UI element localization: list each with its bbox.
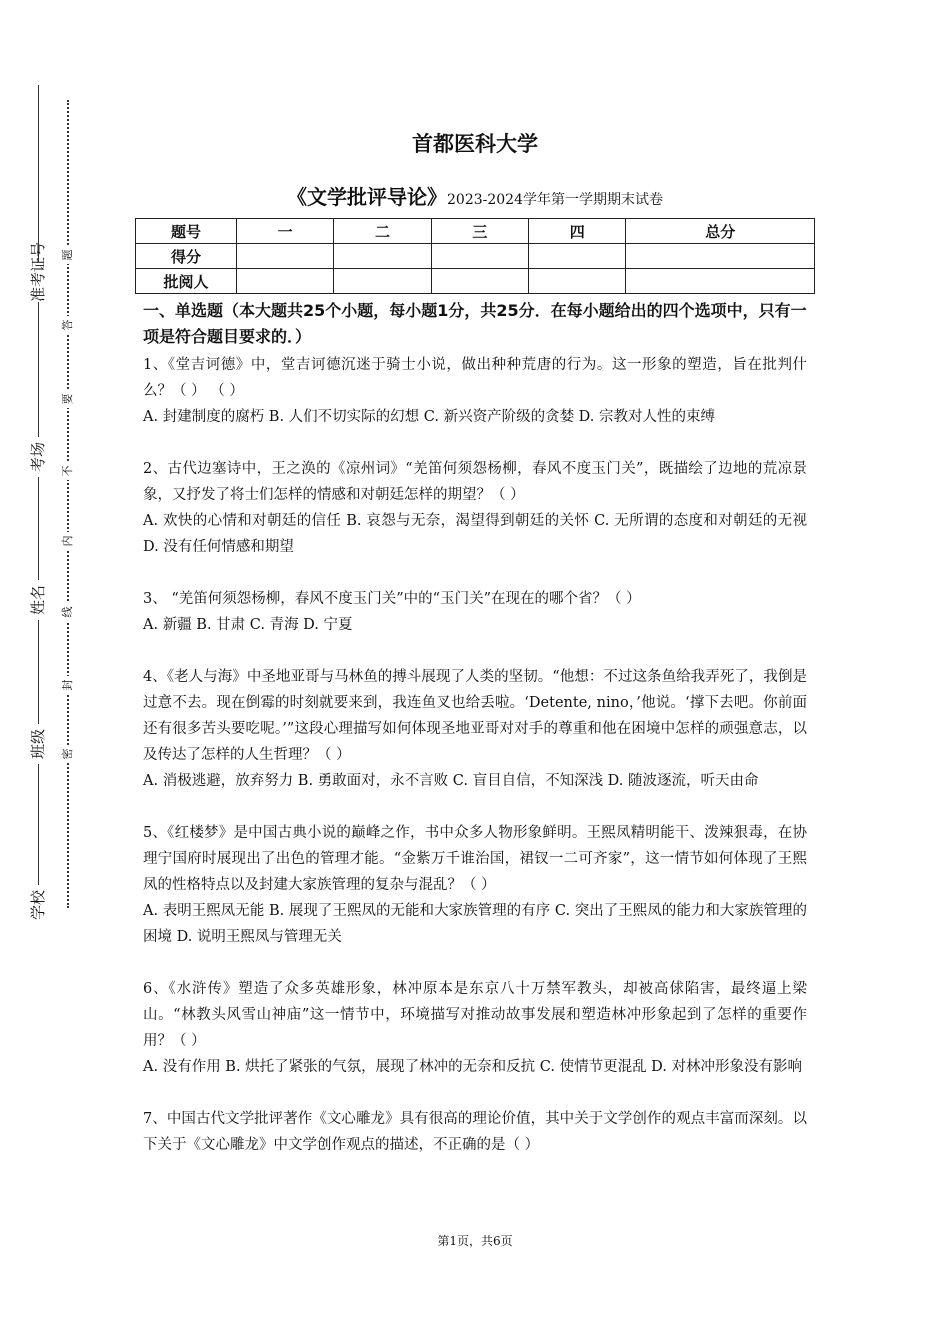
seal-char: 答 (59, 316, 77, 334)
score-table-row (136, 269, 815, 294)
section-heading: 一、单选题（本大题共25个小题，每小题1分，共25分．在每小题给出的四个选项中，只有一项是符合题目要求的．） (143, 301, 807, 346)
course-name: 《文学批评导论》 (287, 185, 447, 209)
seal-char: 内 (59, 532, 77, 550)
seal-char: 密 (59, 745, 77, 763)
grader-row-label: 批阅人 (136, 269, 237, 294)
question-item (143, 1106, 807, 1158)
score-cell[interactable] (334, 244, 431, 269)
question-options: A. 消极逃避，放弃努力 B. 勇敢面对，永不言败 C. 盲目自信，不知深浅 D. 随波逐流，听天由命 (143, 773, 759, 789)
score-table-header: 题号 (136, 219, 237, 244)
score-row-label: 得分 (136, 244, 237, 269)
question-item (143, 820, 807, 950)
question-item (143, 352, 807, 430)
score-table-header: 四 (529, 219, 626, 244)
seal-char: 要 (59, 390, 77, 408)
grader-cell[interactable] (334, 269, 431, 294)
binding-solid-line (38, 85, 39, 885)
grader-cell[interactable] (626, 269, 815, 294)
exam-title (143, 182, 807, 212)
question-stem: 3、 “羌笛何须怨杨柳，春风不度玉门关”中的“玉门关”在现在的哪个省？（ ） (143, 591, 641, 607)
name-label: 姓名 (26, 580, 50, 620)
binding-dotted-line (67, 100, 69, 908)
score-table (135, 218, 815, 294)
seal-char: 线 (59, 603, 77, 621)
score-table-header: 三 (431, 219, 528, 244)
question-options: A. 表明王熙凤无能 B. 展现了王熙凤的无能和大家族管理的有序 C. 突出了王熙凤的能力和大家族管理的困境 D. 说明王熙凤与管理无关 (143, 903, 807, 945)
binding-margin (0, 0, 100, 1344)
question-stem: 7、中国古代文学批评著作《文心雕龙》具有很高的理论价值，其中关于文学创作的观点丰富而深刻。以下关于《文心雕龙》中文学创作观点的描述，不正确的是（ ） (143, 1111, 807, 1153)
question-stem: 2、古代边塞诗中，王之涣的《凉州词》“羌笛何须怨杨柳，春风不度玉门关”，既描绘了边地的荒凉景象，又抒发了将士们怎样的情感和对朝廷怎样的期望？（ ） (143, 461, 807, 503)
question-item (143, 976, 807, 1080)
score-table-row (136, 244, 815, 269)
exam-room-label: 考场 (26, 437, 50, 477)
question-options: A. 封建制度的腐朽 B. 人们不切实际的幻想 C. 新兴资产阶级的贪婪 D. 宗教对人性的束缚 (143, 409, 716, 425)
exam-content (143, 128, 807, 1184)
score-cell[interactable] (431, 244, 528, 269)
score-cell[interactable] (529, 244, 626, 269)
class-label: 班级 (26, 724, 50, 764)
score-table-header: 总分 (626, 219, 815, 244)
question-stem: 1、《堂吉诃德》中，堂吉诃德沉迷于骑士小说，做出种种荒唐的行为。这一形象的塑造，旨在批判什么？（ ） （ ） (143, 357, 807, 399)
question-stem: 4、《老人与海》中圣地亚哥与马林鱼的搏斗展现了人类的坚韧。“他想：不过这条鱼给我弄死了，我倒是过意不去。现在倒霉的时刻就要来到，我连鱼叉也给丢啦。‘Detente, nino，’他说。‘撑下去吧。你前面还有很多苦头要吃呢。’”这段心理描写如何体现圣地亚哥对对手的尊重和他在困境中怎样的顽强意志，以及传达了怎样的人生哲理？（ ） (143, 669, 807, 763)
exam-number-label: 准考证号 (26, 262, 50, 302)
score-cell[interactable] (237, 244, 334, 269)
question-stem: 6、《水浒传》塑造了众多英雄形象，林冲原本是东京八十万禁军教头，却被高俅陷害，最终逼上梁山。“林教头风雪山神庙”这一情节中，环境描写对推动故事发展和塑造林冲形象起到了怎样的重要作用？（ ） (143, 981, 807, 1049)
question-item (143, 456, 807, 560)
question-options: A. 欢快的心情和对朝廷的信任 B. 哀怨与无奈，渴望得到朝廷的关怀 C. 无所谓的态度和对朝廷的无视 D. 没有任何情感和期望 (143, 513, 807, 555)
question-item (143, 586, 807, 638)
seal-char: 不 (59, 462, 77, 480)
grader-cell[interactable] (237, 269, 334, 294)
school-label: 学校 (26, 885, 50, 925)
score-table-header: 一 (237, 219, 334, 244)
question-item (143, 664, 807, 794)
grader-cell[interactable] (529, 269, 626, 294)
score-cell[interactable] (626, 244, 815, 269)
seal-char: 封 (59, 676, 77, 694)
question-stem: 5、《红楼梦》是中国古典小说的巅峰之作，书中众多人物形象鲜明。王熙凤精明能干、泼辣狠毒，在协理宁国府时展现出了出色的管理才能。“金紫万千谁治国，裙钗一二可齐家”，这一情节如何体现了王熙凤的性格特点以及封建大家族管理的复杂与混乱？（ ） (143, 825, 807, 893)
score-table-header: 二 (334, 219, 431, 244)
grader-cell[interactable] (431, 269, 528, 294)
question-options: A. 新疆 B. 甘肃 C. 青海 D. 宁夏 (143, 617, 353, 633)
seal-char: 题 (59, 246, 77, 264)
page-footer: 第1页，共6页 (437, 1234, 513, 1248)
question-options: A. 没有作用 B. 烘托了紧张的气氛，展现了林冲的无奈和反抗 C. 使情节更混乱 D. 对林冲形象没有影响 (143, 1059, 803, 1075)
exam-term: 2023-2024学年第一学期期末试卷 (447, 192, 663, 208)
school-title: 首都医科大学 (412, 132, 538, 156)
score-table-header-row (136, 219, 815, 244)
